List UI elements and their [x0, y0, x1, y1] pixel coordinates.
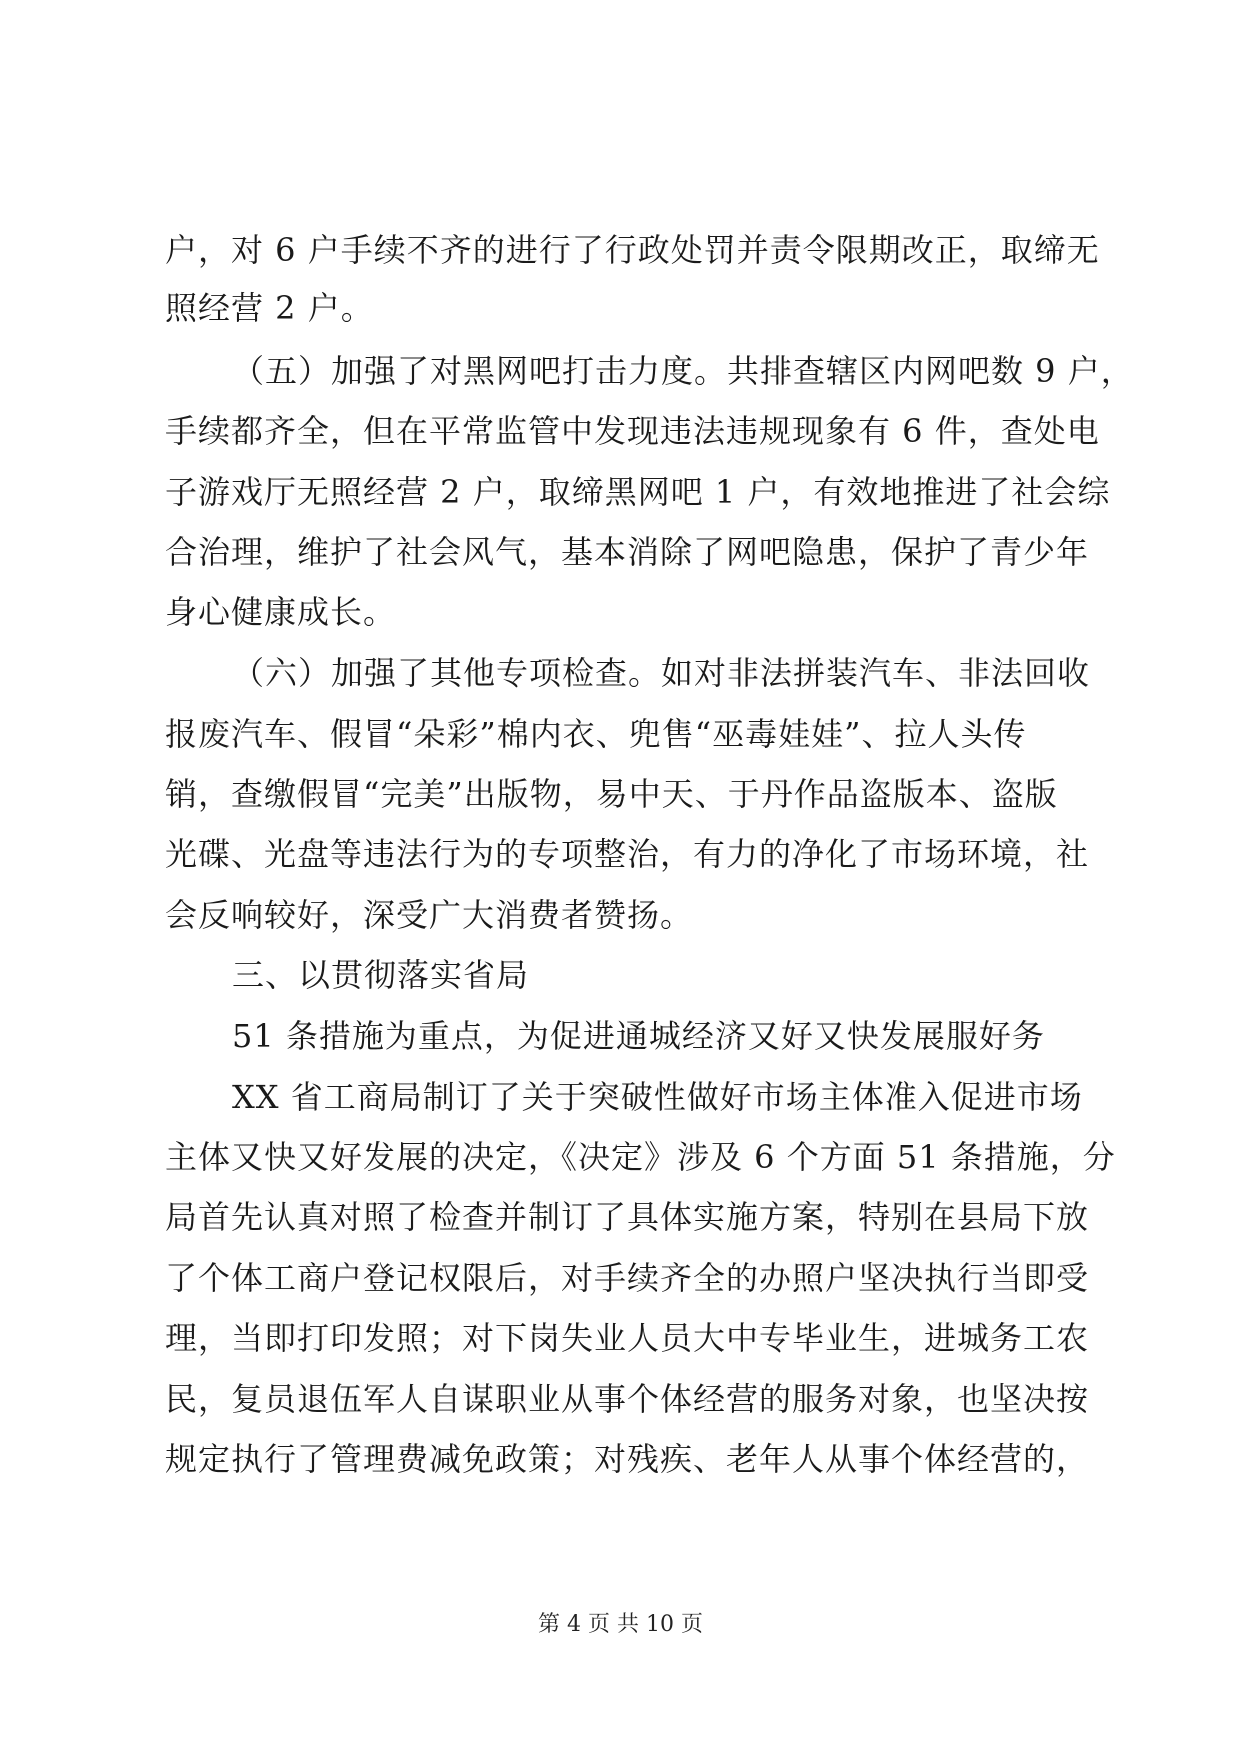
text-line-9: 报废汽车、假冒“朵彩”棉内衣、兜售“巫毒娃娃”、拉人头传: [165, 715, 1027, 753]
text-line-1: 户，对 6 户手续不齐的进行了行政处罚并责令限期改正，取缔无: [165, 231, 1100, 269]
text-line-10: 销，查缴假冒“完美”出版物，易中天、于丹作品盗版本、盗版: [165, 775, 1058, 813]
text-line-21: 规定执行了管理费减免政策；对残疾、老年人从事个体经营的，: [165, 1440, 1090, 1478]
text-line-19: 理，当即打印发照；对下岗失业人员大中专毕业生，进城务工农: [165, 1319, 1090, 1357]
text-line-15: XX 省工商局制订了关于突破性做好市场主体准入促进市场: [232, 1078, 1083, 1116]
text-line-2: 照经营 2 户。: [165, 289, 374, 327]
text-line-20: 民，复员退伍军人自谋职业从事个体经营的服务对象，也坚决按: [165, 1380, 1090, 1418]
text-line-8: （六）加强了其他专项检查。如对非法拼装汽车、非法回收: [232, 654, 1091, 692]
text-line-6: 合治理，维护了社会风气，基本消除了网吧隐患，保护了青少年: [165, 533, 1090, 571]
text-line-7: 身心健康成长。: [165, 593, 397, 631]
page-footer: 第 4 页 共 10 页: [538, 1612, 703, 1637]
text-line-16: 主体又快又好发展的决定，《决定》涉及 6 个方面 51 条措施，分: [165, 1138, 1116, 1176]
text-line-5: 子游戏厅无照经营 2 户，取缔黑网吧 1 户，有效地推进了社会综: [165, 473, 1111, 511]
text-line-4: 手续都齐全，但在平常监管中发现违法违规现象有 6 件，查处电: [165, 412, 1100, 450]
text-line-18: 了个体工商户登记权限后，对手续齐全的办照户坚决执行当即受: [165, 1259, 1090, 1297]
text-line-17: 局首先认真对照了检查并制订了具体实施方案，特别在县局下放: [165, 1198, 1090, 1236]
text-line-12: 会反响较好，深受广大消费者赞扬。: [165, 896, 694, 934]
text-line-11: 光碟、光盘等违法行为的专项整治，有力的净化了市场环境，社: [165, 835, 1090, 873]
text-line-3: （五）加强了对黑网吧打击力度。共排查辖区内网吧数 9 户，: [232, 352, 1134, 390]
section-heading: 三、以贯彻落实省局: [232, 956, 530, 994]
section-subheading: 51 条措施为重点，为促进通城经济又好又快发展服好务: [232, 1017, 1045, 1055]
